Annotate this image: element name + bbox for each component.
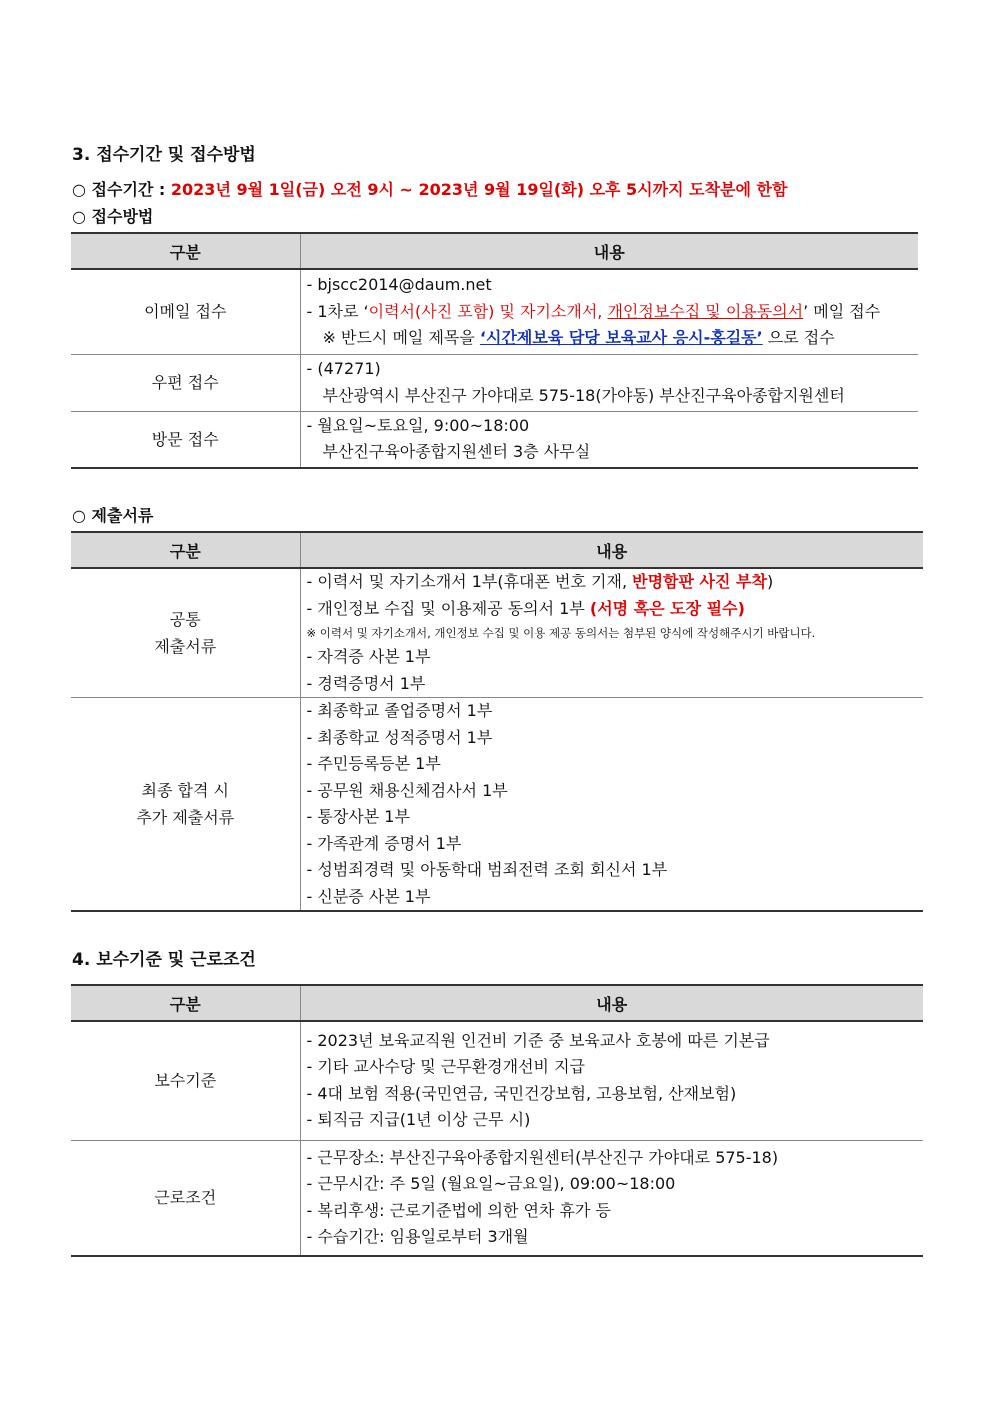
email-instruction-consent: 개인정보수집 및 이용동의서 (607, 301, 804, 321)
section-3-title: 3. 접수기간 및 접수방법 (72, 145, 256, 165)
common-doc-consent-sign: (서명 혹은 도장 필수) (589, 598, 745, 618)
email-instruction-prefix: - 1차로 ‘ (306, 301, 369, 321)
list-item: - 2023년 보육교직원 인건비 기준 중 보육교사 호봉에 따른 기본급 (306, 1030, 770, 1050)
pay-conditions-table (71, 984, 923, 1257)
work-row (71, 1140, 923, 1256)
table-row-email (71, 269, 918, 354)
final-docs-content (300, 698, 923, 912)
post-content (300, 354, 918, 411)
common-docs-label-line1: 공통 (169, 610, 201, 629)
list-item: - 근무시간: 주 5일 (월요일~금요일), 09:00~18:00 (306, 1174, 676, 1194)
post-zipcode: - (47271) (306, 359, 381, 378)
work-label: 근로조건 (71, 1140, 300, 1256)
list-item: - 통장사본 1부 (306, 807, 410, 826)
final-docs-label-line2: 추가 제출서류 (136, 808, 235, 827)
list-item: - 기타 교사수당 및 근무환경개선비 지급 (306, 1057, 585, 1077)
table-row-post (71, 354, 918, 411)
visit-label: 방문 접수 (71, 411, 300, 468)
common-doc-resume-close: ) (766, 572, 774, 591)
list-item: - 복리후생: 근로기준법에 의한 연차 휴가 등 (306, 1200, 611, 1220)
list-item: - 4대 보험 적용(국민연금, 국민건강보험, 고용보험, 산재보험) (306, 1083, 737, 1103)
list-item: - 주민등록등본 1부 (306, 754, 441, 773)
final-docs-label-line1: 최종 합격 시 (141, 781, 229, 800)
list-item: - 공무원 채용신체검사서 1부 (306, 780, 508, 800)
visit-hours: - 월요일~토요일, 9:00~18:00 (306, 415, 530, 435)
pay-header-content: 내용 (300, 985, 923, 1021)
common-docs-content (300, 568, 923, 698)
list-item: - 가족관계 증명서 1부 (306, 833, 462, 853)
application-period-value: 2023년 9월 1일(금) 오전 9시 ~ 2023년 9월 19일(화) 오후 5시까지 도착분에 한함 (170, 180, 788, 199)
table-row-visit (71, 411, 918, 468)
documents-header-content: 내용 (300, 532, 923, 568)
table-header-category: 구분 (71, 233, 300, 269)
post-label: 우편 접수 (71, 354, 300, 411)
table-header-content: 내용 (300, 233, 918, 269)
common-doc-resume-text: - 이력서 및 자기소개서 1부(휴대폰 번호 기재, (306, 572, 633, 591)
email-instruction (307, 299, 919, 326)
pay-header-category: 구분 (71, 985, 300, 1021)
common-doc-consent (307, 596, 924, 623)
common-doc-career: - 경력증명서 1부 (306, 673, 426, 693)
pay-label: 보수기준 (71, 1021, 300, 1140)
list-item: - 최종학교 성적증명서 1부 (306, 727, 493, 747)
documents-row-common (71, 568, 923, 698)
email-content (300, 269, 918, 354)
common-doc-resume (307, 569, 924, 596)
email-label: 이메일 접수 (71, 269, 300, 354)
email-instruction-resume: 이력서(사진 포함) 및 자기소개서, (368, 301, 608, 321)
visit-content (300, 411, 918, 468)
application-period-label: ○ 접수기간 : (72, 180, 171, 199)
final-docs-label (71, 698, 300, 912)
documents-header-category: 구분 (71, 532, 300, 568)
email-subject-suffix: 으로 접수 (762, 328, 835, 347)
common-doc-consent-text: - 개인정보 수집 및 이용제공 동의서 1부 (306, 598, 590, 618)
documents-title: ○ 제출서류 (72, 506, 154, 525)
work-content (300, 1140, 923, 1256)
email-instruction-suffix: ’ 메일 접수 (803, 301, 881, 321)
common-docs-label (71, 568, 300, 698)
common-doc-resume-photo: 반명함판 사진 부착 (632, 572, 767, 591)
section-4-title: 4. 보수기준 및 근로조건 (72, 950, 256, 970)
pay-content (300, 1021, 923, 1140)
documents-table (71, 531, 923, 912)
email-address: - bjscc2014@daum.net (306, 275, 492, 294)
application-period (72, 177, 787, 200)
common-docs-label-line2: 제출서류 (154, 637, 217, 656)
list-item: - 신분증 사본 1부 (306, 886, 431, 906)
list-item: - 퇴직금 지급(1년 이상 근무 시) (306, 1110, 531, 1130)
visit-location: 부산진구육아종합지원센터 3층 사무실 (322, 442, 591, 462)
email-subject-note (307, 325, 919, 352)
list-item: - 수습기간: 임용일로부터 3개월 (306, 1227, 529, 1247)
email-subject-value: ‘시간제보육 담당 보육교사 응시-홍길동’ (479, 328, 763, 347)
list-item: - 최종학교 졸업증명서 1부 (306, 701, 493, 720)
email-subject-prefix: ※ 반드시 메일 제목을 (322, 328, 480, 347)
list-item: - 근무장소: 부산진구육아종합지원센터(부산진구 가야대로 575-18) (306, 1147, 779, 1167)
common-doc-certificate: - 자격증 사본 1부 (306, 647, 431, 666)
application-method-label: ○ 접수방법 (72, 207, 154, 226)
application-method-table (71, 232, 918, 469)
pay-row (71, 1021, 923, 1140)
list-item: - 성범죄경력 및 아동학대 범죄전력 조회 회신서 1부 (306, 860, 668, 879)
documents-row-final (71, 698, 923, 912)
common-doc-note: ※ 이력서 및 자기소개서, 개인정보 수집 및 이용 제공 동의서는 첨부된 양식에 작성해주시기 바랍니다. (306, 626, 816, 640)
post-address: 부산광역시 부산진구 가야대로 575-18(가야동) 부산진구육아종합지원센터 (322, 385, 845, 405)
